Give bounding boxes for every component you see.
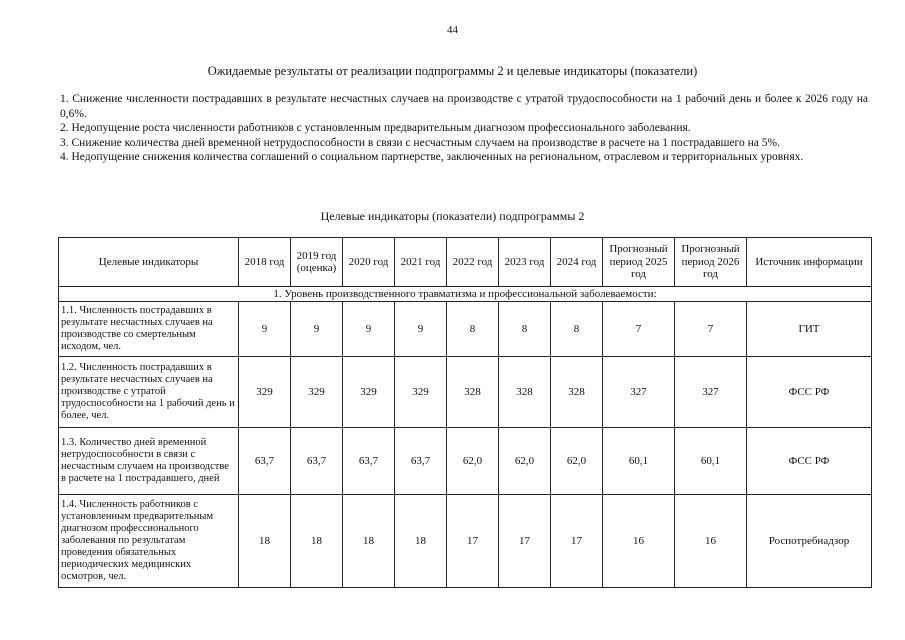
section-heading: Ожидаемые результаты от реализации подпрограммы 2 и целевые индикаторы (показатели): [207, 64, 698, 78]
column-header: Прогнозный период 2026 год: [675, 238, 747, 287]
table-cell: 16: [675, 495, 747, 588]
table-cell: 60,1: [603, 428, 675, 495]
source-cell: ФСС РФ: [747, 357, 872, 428]
column-header: 2020 год: [343, 238, 395, 287]
table-cell: 18: [343, 495, 395, 588]
column-header: Прогнозный период 2025 год: [603, 238, 675, 287]
result-item: 2. Недопущение роста численности работников с установленным предварительным диагнозом профессионального заболевания.: [60, 122, 691, 135]
column-header: 2019 год (оценка): [291, 238, 343, 287]
column-header: 2024 год: [551, 238, 603, 287]
source-cell: ФСС РФ: [747, 428, 872, 495]
table-row: [59, 428, 872, 495]
column-header: 2022 год: [447, 238, 499, 287]
indicators-table: [58, 237, 872, 588]
table-cell: 17: [551, 495, 603, 588]
table-cell: 18: [239, 495, 291, 588]
table-cell: 17: [499, 495, 551, 588]
table-cell: 328: [447, 357, 499, 428]
column-header: 2023 год: [499, 238, 551, 287]
page-number: 44: [447, 24, 458, 36]
table-title: Целевые индикаторы (показатели) подпрограммы 2: [320, 209, 585, 223]
table-cell: 329: [239, 357, 291, 428]
table-cell: 329: [343, 357, 395, 428]
table-cell: 8: [499, 302, 551, 357]
table-cell: 327: [675, 357, 747, 428]
result-item: 1. Снижение численности пострадавших в результате несчастных случаев на производстве с утратой трудоспособности на 1 рабочий день и более к 2026 году на 0,6%.: [60, 93, 868, 120]
table-cell: 18: [395, 495, 447, 588]
table-cell: 328: [551, 357, 603, 428]
table-cell: 62,0: [551, 428, 603, 495]
column-header: 2021 год: [395, 238, 447, 287]
table-cell: 7: [675, 302, 747, 357]
table-cell: 9: [291, 302, 343, 357]
section-label: 1. Уровень производственного травматизма и профессиональной заболеваемости:: [59, 287, 872, 302]
section-row: [59, 287, 872, 302]
table-cell: 7: [603, 302, 675, 357]
source-cell: ГИТ: [747, 302, 872, 357]
table-row: [59, 357, 872, 428]
table-cell: 8: [551, 302, 603, 357]
indicator-name: 1.1. Численность пострадавших в результате несчастных случаев на производстве со смертельным исходом, чел.: [59, 302, 239, 357]
table-cell: 9: [239, 302, 291, 357]
table-cell: 329: [395, 357, 447, 428]
table-cell: 9: [395, 302, 447, 357]
table-cell: 18: [291, 495, 343, 588]
indicator-name: 1.4. Численность работников с установленным предварительным диагнозом профессионального заболевания по результатам проведения обязательных периодических медицинских осмотров, чел.: [59, 495, 239, 588]
table-cell: 328: [499, 357, 551, 428]
table-cell: 63,7: [291, 428, 343, 495]
source-cell: Роспотребнадзор: [747, 495, 872, 588]
result-item: 4. Недопущение снижения количества соглашений о социальном партнерстве, заключенных на региональном, отраслевом и территориальных уровнях.: [60, 151, 804, 164]
table-header-row: [59, 238, 872, 287]
table-cell: 327: [603, 357, 675, 428]
column-header: Источник информации: [747, 238, 872, 287]
table-cell: 8: [447, 302, 499, 357]
result-item: 3. Снижение количества дней временной нетрудоспособности в связи с несчастным случаем на производстве в расчете на 1 пострадавшего на 5%.: [60, 136, 780, 149]
table-cell: 62,0: [499, 428, 551, 495]
table-cell: 9: [343, 302, 395, 357]
table-cell: 63,7: [395, 428, 447, 495]
column-header: Целевые индикаторы: [59, 238, 239, 287]
table-cell: 16: [603, 495, 675, 588]
indicator-name: 1.2. Численность пострадавших в результате несчастных случаев на производстве с утратой трудоспособности на 1 рабочий день и более, чел.: [59, 357, 239, 428]
column-header: 2018 год: [239, 238, 291, 287]
table-cell: 63,7: [343, 428, 395, 495]
table-cell: 17: [447, 495, 499, 588]
expected-results: [60, 92, 868, 165]
indicator-name: 1.3. Количество дней временной нетрудоспособности в связи с несчастным случаем на производстве в расчете на 1 пострадавшего, дней: [59, 428, 239, 495]
table-cell: 60,1: [675, 428, 747, 495]
table-cell: 62,0: [447, 428, 499, 495]
table-row: [59, 495, 872, 588]
table-row: [59, 302, 872, 357]
table-cell: 329: [291, 357, 343, 428]
table-cell: 63,7: [239, 428, 291, 495]
